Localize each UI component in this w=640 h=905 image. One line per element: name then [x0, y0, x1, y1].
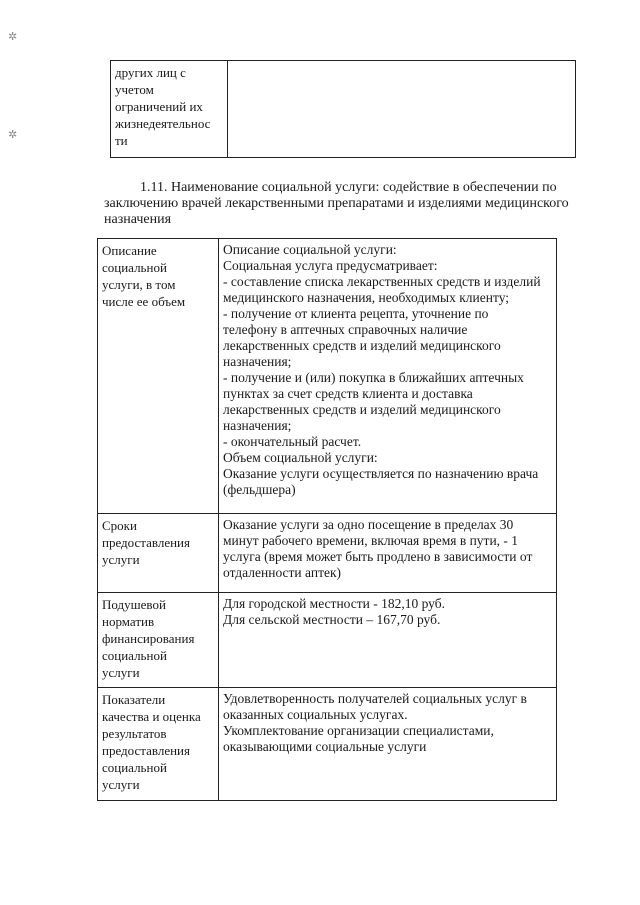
quality-indicators-label: Показатели качества и оценка результатов предоставления социальной услуги: [102, 692, 201, 792]
scan-speck: ✲: [8, 129, 18, 141]
description-label: Описание социальной услуги, в том числе ее объем: [102, 243, 186, 309]
top-table-label: других лиц с учетом ограничений их жизнедеятельнос ти: [115, 65, 211, 148]
scan-speck: ✲: [8, 31, 18, 43]
row-label-cell: [98, 688, 219, 801]
heading-line: 1.11. Наименование социальной услуги: содействие в обеспечении по: [140, 180, 557, 195]
row-content-cell: [219, 514, 557, 593]
top-table-label-cell: [111, 61, 228, 158]
funding-norm-content: Для городской местности - 182,10 руб. Для сельской местности – 167,70 руб.: [223, 596, 445, 627]
table-row: [98, 688, 557, 801]
section-heading: [104, 180, 588, 228]
table-row: [98, 514, 557, 593]
row-content-cell: [219, 593, 557, 688]
funding-norm-label: Подушевой норматив финансирования социальной услуги: [102, 597, 195, 680]
top-table: [110, 60, 576, 158]
description-content: Описание социальной услуги: Социальная услуга предусматривает: - составление списка лекарственных средств и изделий медицинского назначения, необходимых клиенту; - получение от клиента рецепта, уточнение по телефону в аптечных справочных наличие лекарственных средств и изделий медицинского назначения; - получение и (или) покупка в ближайших аптечных пунктах за счет средств клиента и доставка лекарственных средств и изделий медицинского назначения; - окончательный расчет. Объем социальной услуги: Оказание услуги осуществляется по назначению врача (фельдшера): [223, 242, 541, 497]
terms-label: Сроки предоставления услуги: [102, 518, 190, 567]
table-row: [98, 593, 557, 688]
top-table-content-cell: [228, 61, 576, 158]
table-row: [98, 239, 557, 514]
row-label-cell: [98, 593, 219, 688]
service-table: [97, 238, 557, 801]
terms-content: Оказание услуги за одно посещение в пределах 30 минут рабочего времени, включая время в пути, - 1 услуга (время может быть продлено в зависимости от отдаленности аптек): [223, 517, 533, 580]
row-label-cell: [98, 239, 219, 514]
row-content-cell: [219, 239, 557, 514]
row-content-cell: [219, 688, 557, 801]
heading-line: назначения: [104, 212, 172, 227]
heading-line: заключению врачей лекарственными препаратами и изделиями медицинского: [104, 196, 569, 211]
row-label-cell: [98, 514, 219, 593]
quality-indicators-content: Удовлетворенность получателей социальных услуг в оказанных социальных услугах. Укомплектование организации специалистами, оказывающими социальные услуги: [223, 691, 527, 754]
